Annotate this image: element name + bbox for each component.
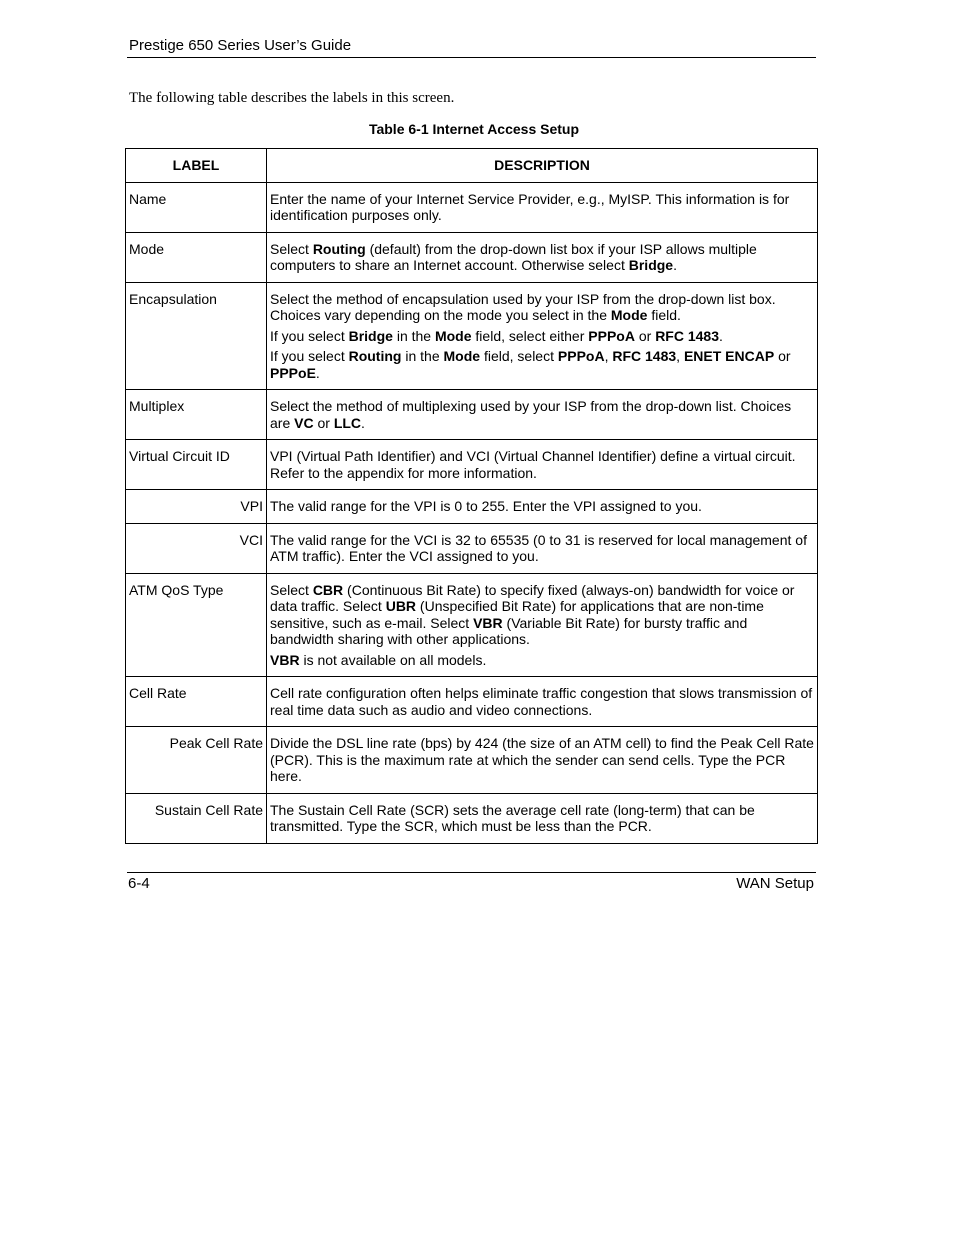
bold-term: VC xyxy=(294,414,314,431)
text-segment: The Sustain Cell Rate (SCR) sets the average cell rate (long-term) that can be transmitted. Type the SCR, which must be less than the PCR. xyxy=(270,801,755,834)
text-segment: The valid range for the VCI is 32 to 65535 (0 to 31 is reserved for local management of ATM traffic). Enter the VCI assigned to you. xyxy=(270,531,807,564)
description-paragraph xyxy=(270,348,814,381)
bold-term: PPPoA xyxy=(588,327,635,344)
bold-term: Mode xyxy=(443,348,481,364)
text-segment: (default) from the drop-down list box if your ISP allows multiple computers to share an Internet account. Otherwise select xyxy=(270,240,757,273)
text-segment: Cell rate configuration often helps eliminate traffic congestion that slows transmission of real time data such as audio and video connections. xyxy=(270,685,813,718)
row-description xyxy=(267,490,818,524)
row-description xyxy=(267,282,818,390)
row-description xyxy=(267,182,818,232)
text-segment: (Variable Bit Rate) for bursty traffic and bandwidth sharing with other applications. xyxy=(270,614,748,647)
text-segment: in the xyxy=(392,327,435,344)
row-description xyxy=(267,440,818,490)
text-segment: . xyxy=(361,414,365,431)
bold-term: Bridge xyxy=(348,327,393,344)
bold-term: ENET ENCAP xyxy=(683,348,775,364)
bold-term: Mode xyxy=(610,307,648,323)
text-segment: (Continuous Bit Rate) to specify fixed (always-on) bandwidth for voice or data traffic. Select xyxy=(270,581,795,614)
text-segment: Divide the DSL line rate (bps) by 424 (the size of an ATM cell) to find the Peak Cell Rate (PCR). This is the maximum rate at which the sender can send cells. Type the PCR here. xyxy=(270,735,814,784)
bold-term: Routing xyxy=(348,348,402,364)
table-row xyxy=(126,182,818,232)
text-segment: If you select xyxy=(270,327,349,344)
bold-term: LLC xyxy=(333,414,362,431)
text-segment: is not available on all models. xyxy=(299,651,487,668)
text-segment: or xyxy=(774,348,791,364)
bold-term: PPPoE xyxy=(270,364,316,381)
table-row xyxy=(126,282,818,390)
bold-term: VBR xyxy=(270,651,300,668)
description-paragraph xyxy=(270,498,814,515)
table-caption: Table 6-1 Internet Access Setup xyxy=(368,121,580,137)
page-header-title: Prestige 650 Series User’s Guide xyxy=(129,37,352,54)
text-segment: VPI (Virtual Path Identifier) and VCI (Virtual Channel Identifier) define a virtual circuit. Refer to the appendix for more information. xyxy=(270,448,796,481)
row-label: VCI xyxy=(126,523,267,573)
table-row xyxy=(126,232,818,282)
description-paragraph xyxy=(270,448,814,481)
bold-term: PPPoA xyxy=(557,348,605,364)
header-divider xyxy=(127,57,816,58)
text-segment: . xyxy=(315,364,320,381)
text-segment: Select xyxy=(270,581,313,598)
table-row xyxy=(126,440,818,490)
text-segment: , xyxy=(604,348,613,364)
text-segment: in the xyxy=(401,348,444,364)
text-segment: (Unspecified Bit Rate) for applications that are non-time sensitive, such as e-mail. Select xyxy=(270,598,764,631)
description-paragraph xyxy=(270,582,814,648)
table-row xyxy=(126,390,818,440)
row-label: Name xyxy=(126,182,267,232)
table-row xyxy=(126,490,818,524)
row-description xyxy=(267,727,818,794)
table-row xyxy=(126,793,818,843)
table-row xyxy=(126,523,818,573)
bold-term: UBR xyxy=(385,598,417,614)
description-paragraph xyxy=(270,241,814,274)
row-description xyxy=(267,523,818,573)
row-label: Sustain Cell Rate xyxy=(126,793,267,843)
row-label: Encapsulation xyxy=(126,282,267,390)
text-segment: or xyxy=(313,414,334,431)
page-number: 6-4 xyxy=(128,875,150,892)
bold-term: VBR xyxy=(473,614,503,631)
text-segment: Select xyxy=(270,240,313,257)
bold-term: Routing xyxy=(312,240,366,257)
text-segment: If you select xyxy=(270,348,349,364)
table-header-row xyxy=(126,149,818,183)
internet-access-setup-table xyxy=(125,148,818,844)
text-segment: . xyxy=(673,257,677,273)
bold-term: Bridge xyxy=(628,257,674,273)
text-segment: field, select either xyxy=(471,327,589,344)
row-description xyxy=(267,232,818,282)
description-paragraph xyxy=(270,532,814,565)
row-description xyxy=(267,573,818,677)
bold-term: RFC 1483 xyxy=(655,327,719,344)
text-segment: . xyxy=(719,327,723,344)
table-row xyxy=(126,677,818,727)
description-paragraph xyxy=(270,802,814,835)
text-segment: field. xyxy=(647,307,681,323)
description-paragraph xyxy=(270,685,814,718)
row-label: Cell Rate xyxy=(126,677,267,727)
description-paragraph xyxy=(270,291,814,324)
table-row xyxy=(126,573,818,677)
text-segment: , xyxy=(676,348,684,364)
description-paragraph xyxy=(270,191,814,224)
table-body xyxy=(126,182,818,843)
row-label: VPI xyxy=(126,490,267,524)
row-label: Mode xyxy=(126,232,267,282)
text-segment: Enter the name of your Internet Service Provider, e.g., MyISP. This information is for identification purposes only. xyxy=(270,190,790,223)
row-label: Virtual Circuit ID xyxy=(126,440,267,490)
row-description xyxy=(267,793,818,843)
description-column-header: DESCRIPTION xyxy=(267,149,818,183)
text-segment: Select the method of multiplexing used by your ISP from the drop-down list. Choices are xyxy=(270,398,792,431)
description-paragraph xyxy=(270,328,814,345)
text-segment: The valid range for the VPI is 0 to 255. Enter the VPI assigned to you. xyxy=(270,498,702,514)
bold-term: CBR xyxy=(312,581,344,598)
footer-divider xyxy=(127,872,816,873)
bold-term: Mode xyxy=(434,327,472,344)
table-row xyxy=(126,727,818,794)
row-label: Multiplex xyxy=(126,390,267,440)
text-segment: Select the method of encapsulation used by your ISP from the drop-down list box. Choices vary depending on the mode you select in the xyxy=(270,290,776,323)
section-name: WAN Setup xyxy=(736,875,814,892)
bold-term: RFC 1483 xyxy=(612,348,677,364)
intro-text: The following table describes the labels in this screen. xyxy=(129,90,455,106)
row-label: Peak Cell Rate xyxy=(126,727,267,794)
description-paragraph xyxy=(270,398,814,431)
text-segment: or xyxy=(634,327,656,344)
label-column-header: LABEL xyxy=(126,149,267,183)
row-description xyxy=(267,390,818,440)
description-paragraph xyxy=(270,652,814,669)
row-description xyxy=(267,677,818,727)
row-label: ATM QoS Type xyxy=(126,573,267,677)
description-paragraph xyxy=(270,735,814,785)
text-segment: field, select xyxy=(480,348,558,364)
